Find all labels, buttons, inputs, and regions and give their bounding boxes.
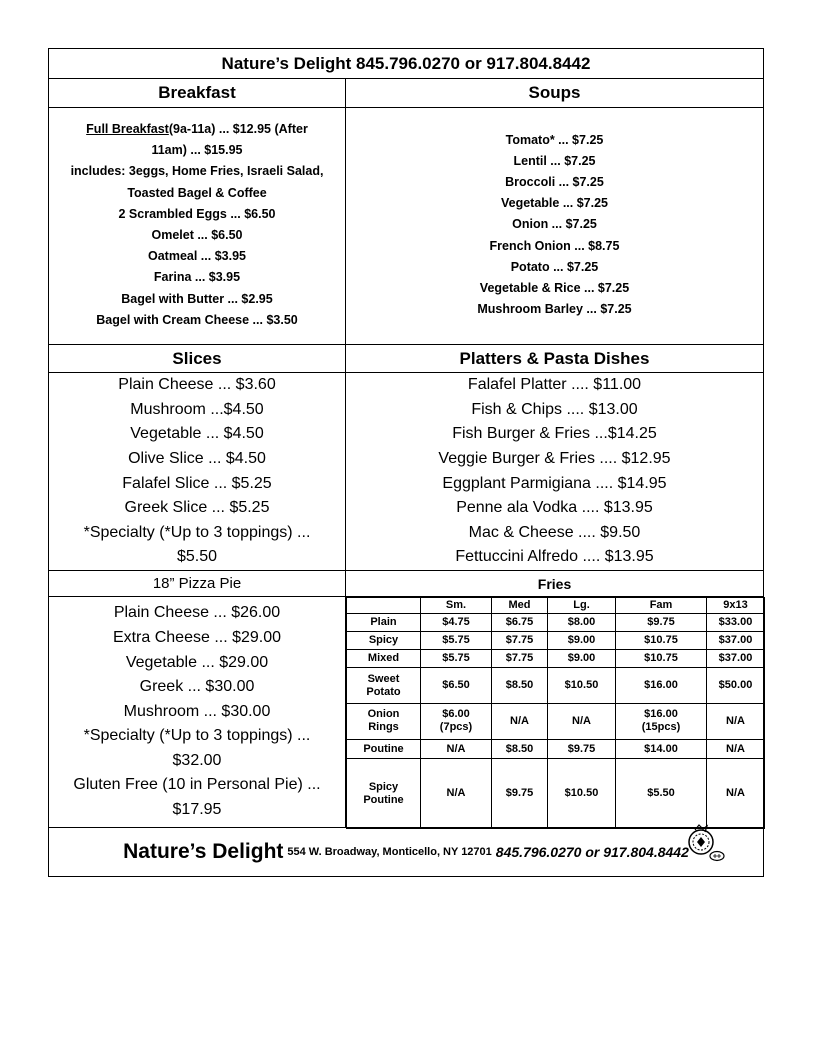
list-item: Plain Cheese ... $3.60 (118, 376, 276, 394)
list-item: Plain Cheese ... $26.00 (113, 604, 281, 622)
fries-price-line: $9.75 (647, 616, 675, 629)
list-item: Veggie Burger & Fries .... $12.95 (438, 449, 671, 467)
soups-section (346, 108, 763, 344)
fries-price-line: $9.75 (505, 787, 534, 800)
fries-price-cell (707, 614, 765, 632)
fries-price-line: $10.50 (564, 787, 599, 800)
fries-price-cell (421, 740, 492, 759)
list-item: Greek ... $30.00 (139, 678, 255, 696)
fries-row-label-line: Onion (367, 708, 400, 721)
list-item: Oatmeal ... $3.95 (148, 249, 246, 264)
list-item: Bagel with Cream Cheese ... $3.50 (96, 312, 298, 327)
pizza-section (49, 597, 346, 827)
platters-heading: Platters & Pasta Dishes (459, 348, 650, 368)
fries-price-cell (548, 759, 616, 829)
table-row (347, 650, 765, 668)
fries-row-label (347, 650, 421, 668)
menu-page (48, 48, 764, 877)
fries-column-header: 9x13 (707, 598, 765, 614)
soups-heading: Soups (528, 83, 581, 102)
pizza-heading: 18” Pizza Pie (152, 575, 242, 592)
fries-column-header: Lg. (548, 598, 616, 614)
list-item: Mushroom Barley ... $7.25 (477, 302, 632, 317)
fries-price-line: $7.75 (505, 634, 534, 647)
fries-price-cell (707, 703, 765, 739)
fries-price-cell (616, 632, 707, 650)
fries-price-cell (548, 668, 616, 703)
section-header-row-1 (49, 79, 763, 108)
list-item: Lentil ... $7.25 (513, 153, 596, 168)
fries-row-label-line: Sweet (367, 672, 400, 685)
list-item: Greek Slice ... $5.25 (124, 499, 270, 517)
fries-price-cell (492, 668, 548, 703)
fries-price-cell (616, 614, 707, 632)
fries-price-line: $10.50 (564, 679, 599, 692)
fries-table (346, 597, 765, 829)
fries-row-label (347, 759, 421, 829)
footer (49, 828, 763, 876)
fries-price-cell (421, 614, 492, 632)
fries-row-label-line: Poutine (363, 742, 404, 755)
list-item: $17.95 (172, 801, 222, 819)
list-item: $32.00 (172, 751, 222, 769)
fries-price-cell (492, 703, 548, 739)
list-item: Vegetable ... $29.00 (125, 653, 269, 671)
fries-price-line: $8.00 (567, 616, 596, 629)
fries-price-cell (548, 632, 616, 650)
list-item: French Onion ... $8.75 (489, 238, 620, 253)
fries-row-label-line: Mixed (367, 652, 400, 665)
section-header-row-2 (49, 345, 763, 373)
fries-price-line: N/A (446, 787, 466, 800)
fries-price-line: $4.75 (442, 616, 470, 629)
list-item: Vegetable ... $4.50 (130, 425, 264, 443)
footer-address: 554 W. Broadway, Monticello, NY 12701 (287, 846, 492, 858)
fries-price-line: $10.75 (644, 634, 678, 647)
fries-row-label (347, 703, 421, 739)
table-row (347, 614, 765, 632)
fries-row-label (347, 614, 421, 632)
fries-price-cell (616, 668, 707, 703)
section-content-row-2 (49, 373, 763, 571)
list-item: Bagel with Butter ... $2.95 (121, 291, 273, 306)
fries-row-label-line: Spicy (368, 634, 399, 647)
list-item: Eggplant Parmigiana .... $14.95 (442, 474, 667, 492)
list-item: Falafel Platter .... $11.00 (467, 376, 642, 394)
table-row (347, 740, 765, 759)
title-row (49, 49, 763, 79)
fries-price-cell (492, 632, 548, 650)
list-item: Fish & Chips .... $13.00 (471, 400, 638, 418)
kosher-certification-seal-icon (685, 824, 725, 870)
fries-price-line: (7pcs) (439, 721, 473, 734)
fries-price-line: $14.00 (644, 742, 678, 755)
fries-price-line: N/A (572, 714, 591, 727)
list-item: Mushroom ...$4.50 (130, 400, 264, 418)
fries-price-line: $8.50 (505, 742, 534, 755)
fries-price-line: N/A (446, 742, 466, 755)
fries-price-line: $16.00 (644, 708, 678, 721)
fries-price-cell (421, 650, 492, 668)
fries-price-cell (548, 614, 616, 632)
full-breakfast-price: (9a-11a) ... $12.95 (After (168, 121, 308, 136)
list-item: 2 Scrambled Eggs ... $6.50 (118, 206, 276, 221)
list-item: $5.50 (176, 548, 218, 566)
footer-phones: 845.796.0270 or 917.804.8442 (495, 844, 689, 860)
fries-price-line: $6.50 (442, 679, 470, 692)
fries-column-header: Sm. (421, 598, 492, 614)
fries-price-line: $16.00 (644, 679, 678, 692)
fries-price-line: $7.75 (505, 652, 534, 665)
slices-section (49, 373, 346, 570)
list-item: *Specialty (*Up to 3 toppings) ... (83, 727, 311, 745)
fries-price-line: N/A (726, 787, 745, 800)
fries-price-line: $9.00 (567, 652, 596, 665)
list-item: Mushroom ... $30.00 (123, 702, 271, 720)
fries-price-cell (492, 759, 548, 829)
list-item: Gluten Free (10 in Personal Pie) ... (73, 776, 321, 794)
fries-price-cell (707, 759, 765, 829)
fries-price-line: $9.75 (567, 742, 596, 755)
list-item: Farina ... $3.95 (153, 270, 241, 285)
fries-price-cell (492, 740, 548, 759)
page-title: Nature’s Delight 845.796.0270 or 917.804.8442 (221, 53, 591, 73)
fries-price-cell (707, 650, 765, 668)
fries-price-cell (492, 650, 548, 668)
list-item: Olive Slice ... $4.50 (128, 449, 266, 467)
fries-column-header: Med (492, 598, 548, 614)
fries-price-line: $10.75 (644, 652, 678, 665)
list-item: Omelet ... $6.50 (151, 228, 243, 242)
fries-price-line: N/A (726, 742, 745, 755)
table-row (347, 759, 765, 829)
fries-row-label-line: Plain (370, 616, 397, 629)
breakfast-includes-2: Toasted Bagel & Coffee (127, 185, 267, 200)
fries-price-cell (421, 668, 492, 703)
list-item: Penne ala Vodka .... $13.95 (456, 499, 653, 517)
platters-section (346, 373, 763, 570)
slices-heading: Slices (172, 348, 222, 368)
fries-price-cell (548, 740, 616, 759)
list-item: Mac & Cheese .... $9.50 (468, 523, 641, 541)
fries-price-cell (707, 632, 765, 650)
list-item: Fish Burger & Fries ...$14.25 (452, 425, 657, 443)
fries-price-line: $9.00 (567, 634, 596, 647)
section-content-row-3 (49, 597, 763, 828)
fries-price-cell (616, 759, 707, 829)
fries-price-line: (15pcs) (641, 721, 681, 734)
fries-row-label (347, 632, 421, 650)
fries-row-label (347, 740, 421, 759)
fries-price-line: $5.50 (647, 787, 675, 800)
fries-price-cell (707, 740, 765, 759)
list-item: Extra Cheese ... $29.00 (112, 628, 282, 646)
fries-row-label-line: Spicy (368, 780, 399, 793)
fries-price-line: N/A (510, 714, 529, 727)
fries-price-cell (707, 668, 765, 703)
full-breakfast-after: 11am) ... $15.95 (151, 143, 243, 158)
fries-price-cell (421, 759, 492, 829)
fries-price-cell (492, 614, 548, 632)
fries-price-line: $8.50 (505, 679, 534, 692)
breakfast-section (49, 108, 346, 344)
fries-column-header: Fam (616, 598, 707, 614)
fries-price-line: $5.75 (442, 652, 470, 665)
fries-section (346, 597, 763, 827)
fries-row-label (347, 668, 421, 703)
fries-price-cell (616, 650, 707, 668)
fries-price-line: $6.00 (442, 708, 470, 721)
list-item: Tomato* ... $7.25 (505, 132, 604, 147)
list-item: Potato ... $7.25 (510, 259, 599, 274)
list-item: Vegetable ... $7.25 (500, 196, 608, 211)
fries-heading: Fries (537, 575, 572, 592)
breakfast-heading: Breakfast (158, 83, 236, 102)
fries-price-line: $33.00 (718, 616, 753, 629)
fries-price-line: $6.75 (505, 616, 534, 629)
fries-price-line: $5.75 (442, 634, 470, 647)
full-breakfast-label: Full Breakfast (86, 121, 169, 136)
fries-row-label-line: Rings (368, 721, 399, 734)
section-header-row-3 (49, 571, 763, 597)
fries-price-line: $50.00 (718, 679, 753, 692)
list-item: Fettuccini Alfredo .... $13.95 (455, 548, 654, 566)
fries-price-line: N/A (726, 714, 745, 727)
section-content-row-1 (49, 108, 763, 345)
breakfast-includes-1: includes: 3eggs, Home Fries, Israeli Salad, (70, 164, 324, 179)
list-item: Falafel Slice ... $5.25 (122, 474, 272, 492)
fries-price-cell (421, 703, 492, 739)
table-row (347, 632, 765, 650)
fries-price-cell (421, 632, 492, 650)
fries-price-cell (548, 703, 616, 739)
list-item: Vegetable & Rice ... $7.25 (479, 281, 630, 295)
table-row (347, 668, 765, 703)
fries-row-label-line: Poutine (363, 793, 404, 806)
fries-row-label-line: Potato (366, 685, 401, 698)
fries-price-cell (548, 650, 616, 668)
list-item: *Specialty (*Up to 3 toppings) ... (83, 523, 311, 541)
fries-price-cell (616, 703, 707, 739)
list-item: Onion ... $7.25 (512, 217, 597, 232)
footer-restaurant-name: Nature’s Delight (123, 840, 284, 863)
fries-price-cell (616, 740, 707, 759)
fries-price-line: $37.00 (718, 652, 753, 665)
fries-price-line: $37.00 (718, 634, 753, 647)
table-row (347, 703, 765, 739)
list-item: Broccoli ... $7.25 (505, 174, 604, 189)
fries-table-corner (347, 598, 421, 614)
